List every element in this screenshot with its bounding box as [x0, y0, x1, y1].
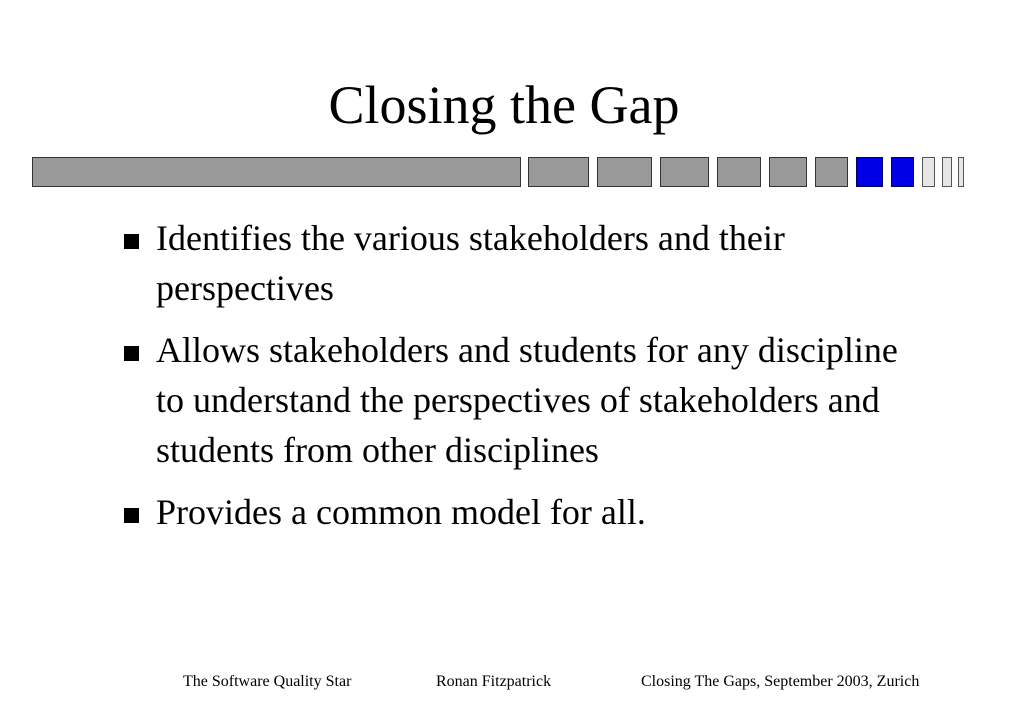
- bullet-list: [120, 213, 910, 549]
- square-bullet-icon: [124, 234, 139, 249]
- bar-segment-light: [922, 157, 935, 187]
- bar-segment: [528, 157, 589, 187]
- bar-segment-light: [942, 157, 952, 187]
- bar-segment: [597, 157, 652, 187]
- bar-segment: [660, 157, 709, 187]
- bullet-item: [120, 213, 910, 313]
- slide-title: Closing the Gap: [328, 75, 680, 135]
- bar-segment: [717, 157, 761, 187]
- bullet-text: Allows stakeholders and students for any discipline to understand the perspectives of stakeholders and students from other disciplines: [156, 330, 898, 470]
- square-bullet-icon: [124, 346, 139, 361]
- bar-segment-accent: [856, 157, 883, 187]
- bar-segment: [32, 157, 521, 187]
- bar-segment: [769, 157, 807, 187]
- bullet-item: [120, 325, 910, 475]
- footer-left: The Software Quality Star: [183, 673, 352, 690]
- square-bullet-icon: [124, 508, 139, 523]
- bullet-text: Identifies the various stakeholders and their perspectives: [156, 218, 785, 308]
- bullet-item: [120, 487, 910, 537]
- bullet-text: Provides a common model for all.: [156, 492, 646, 532]
- bar-segment: [815, 157, 848, 187]
- footer-center: Ronan Fitzpatrick: [436, 673, 552, 690]
- footer-right: Closing The Gaps, September 2003, Zurich: [641, 673, 920, 690]
- bar-segment-light: [958, 157, 964, 187]
- bar-segment-accent: [891, 157, 914, 187]
